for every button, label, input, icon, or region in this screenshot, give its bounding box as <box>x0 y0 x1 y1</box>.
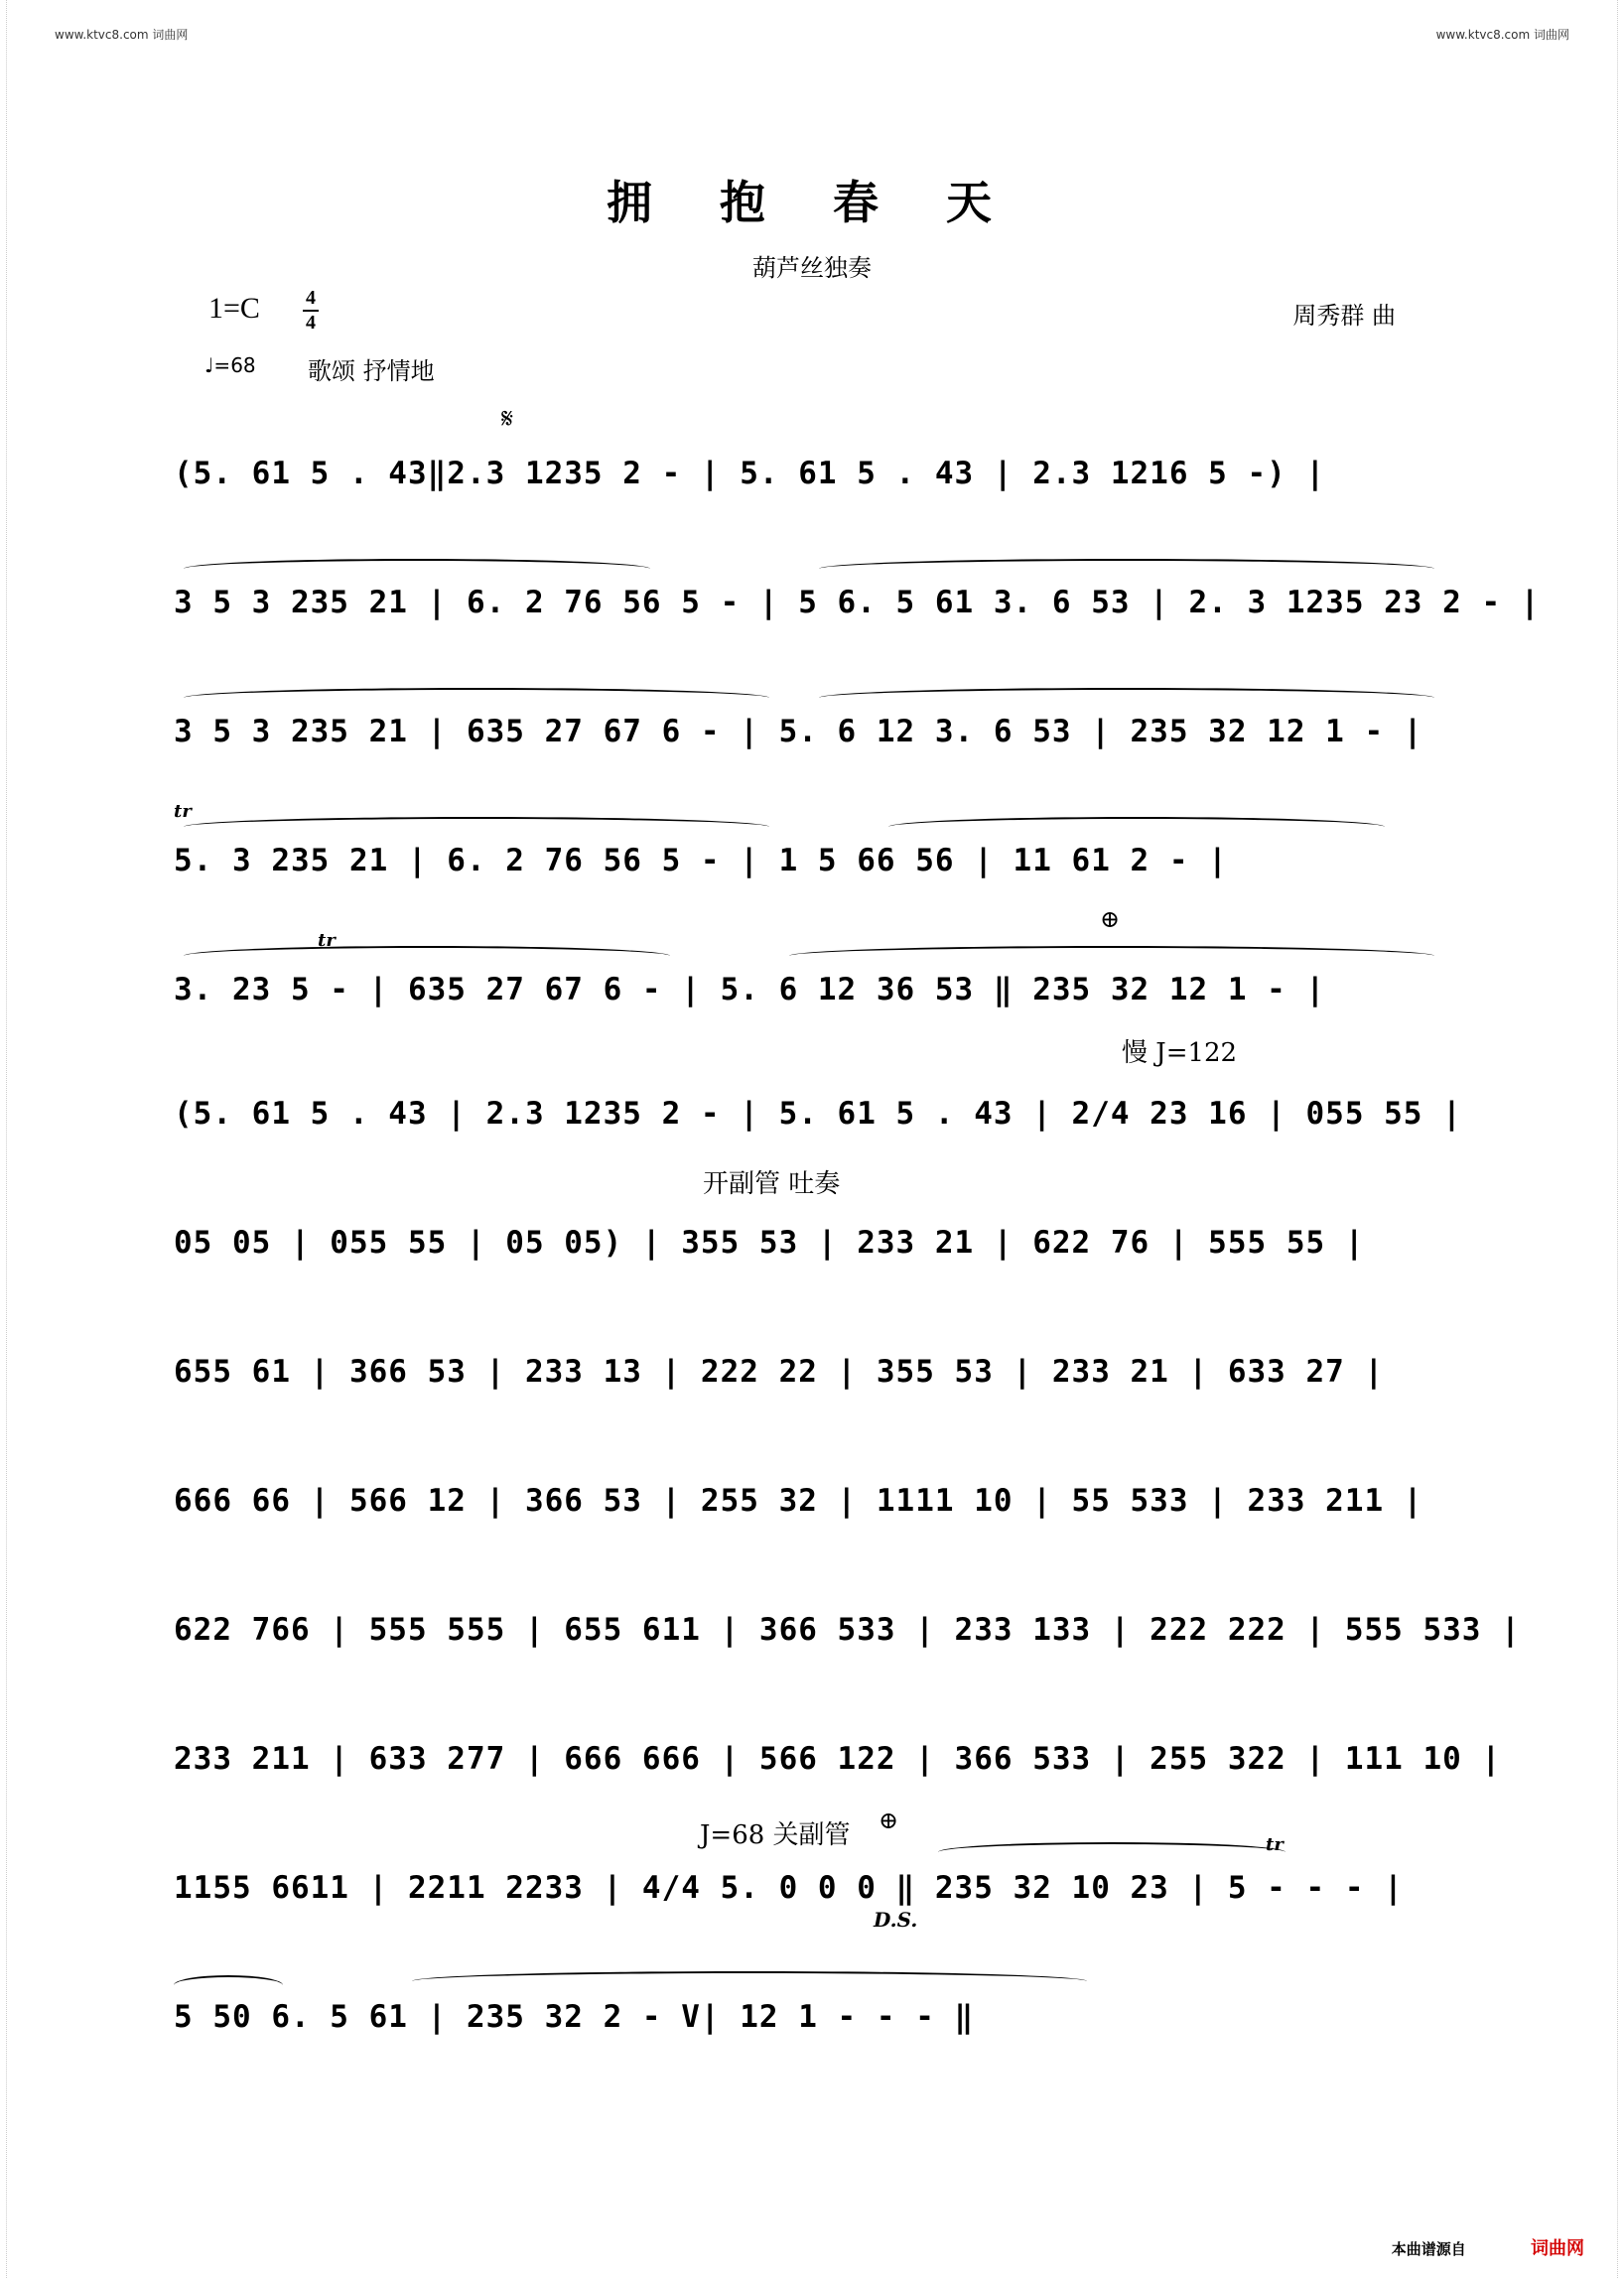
slow-tempo-marking: 慢 J=122 <box>1122 1038 1238 1068</box>
left-margin-strip <box>6 0 17 2278</box>
key-signature: 1=C <box>208 292 260 325</box>
notation-text: 233 211 | 633 277 | 666 666 | 566 122 | 366 533 | 255 322 | 111 10 | <box>174 1741 1502 1777</box>
score-line-3 <box>174 700 1449 769</box>
notation-text: 5. 3 235 21 | 6. 2 76 56 5 - | 1 5 66 56 | 11 61 2 - | <box>174 843 1228 878</box>
score-line-4 <box>174 801 1449 898</box>
phrase-slur <box>412 1971 1087 1991</box>
score-line-6 <box>174 1082 1462 1151</box>
notation-text: 655 61 | 366 53 | 233 13 | 222 22 | 355 53 | 233 21 | 633 27 | <box>174 1354 1385 1390</box>
page-footer <box>1392 2234 1584 2260</box>
coda-icon: ⊕ <box>1100 905 1121 933</box>
score-line-8 <box>174 1340 1449 1409</box>
score-line-10 <box>174 1598 1521 1668</box>
notation-text: (5. 61 5 . 43 | 2.3 1235 2 - | 5. 61 5 . 43 | 2/4 23 16 | 055 55 | <box>174 1096 1462 1132</box>
notation-text: 1155 6611 | 2211 2233 | 4/4 5. 0 0 0 ‖ 235 32 10 23 | 5 - - - | <box>174 1870 1404 1906</box>
open-pipe-marking: 开副管 吐奏 <box>703 1169 841 1199</box>
ds-marking: D.S. <box>874 1908 918 1932</box>
segno-icon: 𝄋 <box>501 402 514 435</box>
phrase-slur <box>174 1975 283 1995</box>
site-watermark-right: www.ktvc8.com 词曲网 <box>1435 28 1569 42</box>
phrase-slur <box>819 559 1434 579</box>
site-watermark-left: www.ktvc8.com 词曲网 <box>55 28 189 42</box>
score-line-7 <box>174 1211 1449 1280</box>
notation-text: 3 5 3 235 21 | 6. 2 76 56 5 - | 5 6. 5 61 3. 6 53 | 2. 3 1235 23 2 - | <box>174 585 1541 620</box>
meter-top: 4 <box>306 287 316 309</box>
time-signature <box>303 288 319 334</box>
trill-mark: tr <box>1266 1834 1284 1855</box>
right-margin-strip <box>1607 0 1618 2278</box>
trill-mark: tr <box>318 930 336 951</box>
notation-text: (5. 61 5 . 43‖2.3 1235 2 - | 5. 61 5 . 43 | 2.3 1216 5 -) | <box>174 456 1326 491</box>
phrase-slur <box>789 946 1434 966</box>
notation-text: 666 66 | 566 12 | 366 53 | 255 32 | 1111 10 | 55 533 | 233 211 | <box>174 1483 1423 1519</box>
notation-text: 3 5 3 235 21 | 635 27 67 6 - | 5. 6 12 3. 6 53 | 235 32 12 1 - | <box>174 714 1423 749</box>
expression-marking: 歌颂 抒情地 <box>308 357 435 385</box>
score-line-1 <box>174 442 1449 511</box>
song-title: 拥 抱 春 天 <box>606 176 1018 229</box>
close-pipe-marking: J=68 关副管 <box>700 1820 851 1850</box>
phrase-slur <box>184 946 670 966</box>
notation-text: 3. 23 5 - | 635 27 67 6 - | 5. 6 12 36 53 ‖ 235 32 12 1 - | <box>174 972 1326 1007</box>
phrase-slur <box>819 688 1434 708</box>
phrase-slur <box>184 559 650 579</box>
footer-source-text: 本曲谱源自 <box>1391 2240 1466 2258</box>
phrase-slur <box>184 817 769 837</box>
score-line-11 <box>174 1727 1502 1797</box>
score-line-9 <box>174 1469 1449 1539</box>
phrase-slur <box>888 817 1385 837</box>
song-subtitle: 葫芦丝独奏 <box>752 254 872 282</box>
score-line-2 <box>174 571 1541 640</box>
score-line-5 <box>174 930 1449 1027</box>
notation-text: 622 766 | 555 555 | 655 611 | 366 533 | 233 133 | 222 222 | 555 533 | <box>174 1612 1521 1648</box>
coda-icon: ⊕ <box>879 1807 899 1834</box>
composer: 周秀群 曲 <box>1292 302 1396 330</box>
phrase-slur <box>184 688 769 708</box>
score-line-13 <box>174 1985 1449 2055</box>
trill-mark: tr <box>174 801 192 822</box>
meter-bottom: 4 <box>306 312 316 334</box>
phrase-slur <box>938 1842 1286 1862</box>
notation-text: 05 05 | 055 55 | 05 05) | 355 53 | 233 21 | 622 76 | 555 55 | <box>174 1225 1365 1261</box>
footer-logo: 词曲网 <box>1531 2238 1584 2259</box>
tempo-marking: ♩=68 <box>204 353 256 377</box>
notation-text: 5 50 6. 5 61 | 235 32 2 - V| 12 1 - - - ‖ <box>174 1999 975 2035</box>
